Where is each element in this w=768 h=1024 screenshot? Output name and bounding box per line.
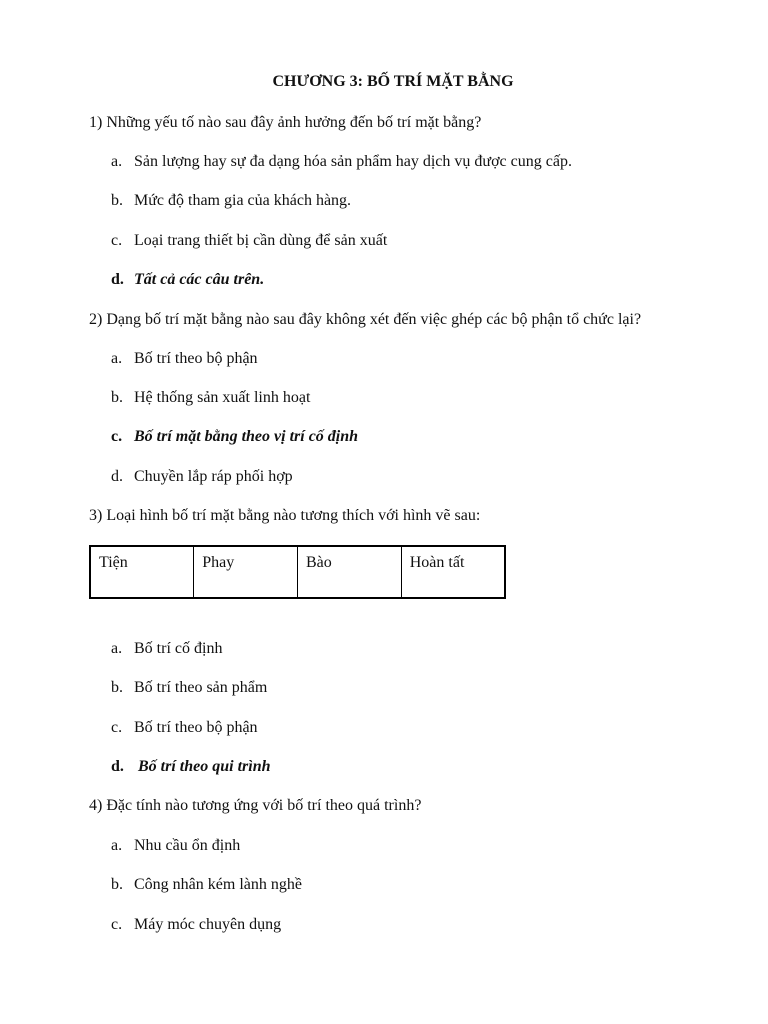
question-1-option-a: [111, 153, 572, 171]
table-cell-step-2: Phay: [194, 546, 298, 598]
option-letter: a.: [111, 640, 123, 657]
option-text: Bố trí theo bộ phận: [134, 350, 258, 367]
question-1-option-b: [111, 192, 351, 210]
question-2: 2) Dạng bố trí mặt bằng nào sau đây không xét đến việc ghép các bộ phận tổ chức lại?: [89, 311, 642, 328]
question-3-option-b: [111, 679, 267, 697]
option-letter: d.: [111, 758, 124, 775]
question-2-option-b: [111, 389, 310, 407]
option-text: Chuyền lắp ráp phối hợp: [134, 468, 293, 485]
option-letter: c.: [111, 232, 123, 249]
option-letter: a.: [111, 153, 123, 170]
option-letter: a.: [111, 837, 123, 854]
question-4-option-b: [111, 876, 302, 894]
option-text: Công nhân kém lành nghề: [134, 876, 302, 893]
option-letter: b.: [111, 876, 123, 893]
option-text: Mức độ tham gia của khách hàng.: [134, 192, 352, 209]
option-text: Máy móc chuyên dụng: [134, 916, 282, 933]
option-text: Bố trí theo sản phẩm: [134, 679, 268, 696]
question-1-option-d-correct: [111, 271, 264, 289]
option-letter: a.: [111, 350, 123, 367]
question-3-option-a: [111, 640, 222, 658]
question-3: 3) Loại hình bố trí mặt bằng nào tương thích với hình vẽ sau:: [89, 507, 481, 524]
option-text: Bố trí mặt bằng theo vị trí cố định: [134, 428, 359, 445]
option-letter: b.: [111, 679, 123, 696]
question-2-option-d: [111, 468, 293, 486]
question-3-option-c: [111, 719, 258, 737]
question-4-option-c: [111, 916, 281, 934]
question-4: 4) Đặc tính nào tương ứng với bố trí theo quá trình?: [89, 797, 422, 814]
option-text: Tất cả các câu trên.: [134, 271, 265, 288]
option-text: Hệ thống sản xuất linh hoạt: [134, 389, 311, 406]
process-flow-table: [89, 545, 506, 599]
option-letter: b.: [111, 389, 123, 406]
question-2-option-c-correct: [111, 428, 358, 446]
option-letter: d.: [111, 468, 123, 485]
option-text: Bố trí theo bộ phận: [134, 719, 258, 736]
option-letter: c.: [111, 916, 123, 933]
question-1: 1) Những yếu tố nào sau đây ảnh hưởng đến bố trí mặt bằng?: [89, 114, 482, 131]
option-text: Loại trang thiết bị cần dùng để sản xuất: [134, 232, 388, 249]
table-cell-step-1: Tiện: [90, 546, 194, 598]
table-row: [90, 546, 505, 598]
question-4-option-a: [111, 837, 240, 855]
option-text: Bố trí theo qui trình: [138, 758, 271, 775]
option-text: Nhu cầu ổn định: [134, 837, 241, 854]
page-title: CHƯƠNG 3: BỐ TRÍ MẶT BẰNG: [272, 73, 514, 90]
question-2-option-a: [111, 350, 258, 368]
option-text: Bố trí cố định: [134, 640, 223, 657]
question-1-option-c: [111, 232, 387, 250]
option-letter: c.: [111, 719, 123, 736]
option-letter: b.: [111, 192, 123, 209]
option-letter: c.: [111, 428, 123, 445]
option-letter: d.: [111, 271, 124, 288]
table-cell-step-4: Hoàn tất: [401, 546, 505, 598]
option-text: Sản lượng hay sự đa dạng hóa sản phẩm hay dịch vụ được cung cấp.: [134, 153, 572, 170]
question-3-option-d-correct: [111, 758, 271, 776]
table-cell-step-3: Bào: [298, 546, 402, 598]
